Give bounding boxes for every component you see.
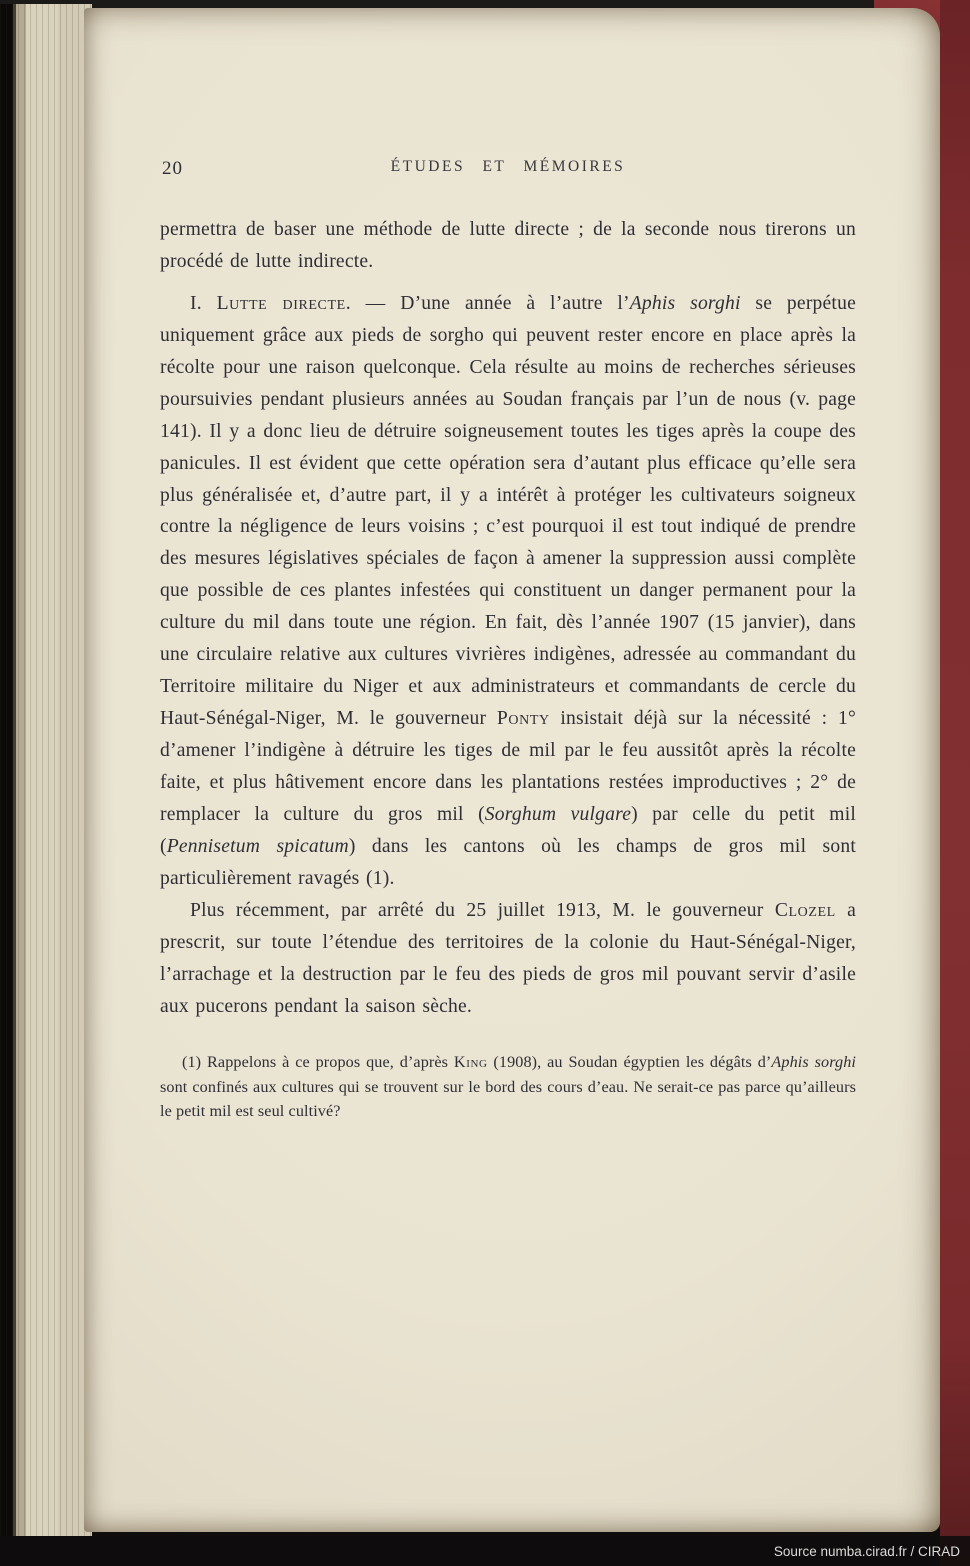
book-cover-edge	[940, 0, 970, 1566]
body-paragraph-lutte-directe: I. Lutte directe. — D’une année à l’autre l’Aphis sorghi se perpétue uniquement grâce aux pieds de sorgho qui peuvent rester encore en place après la récolte pour une raison quelconque. Cela résulte au moins de recherches sérieuses poursuivies pendant plusieurs années au Soudan français par l’un de nous (v. page 141). Il y a donc lieu de détruire soigneusement toutes les tiges après la coupe des panicules. Il est évident que cette opération sera d’autant plus efficace qu’elle sera plus généralisée et, d’autre part, il y a intérêt à protéger les cultivateurs soigneux contre la négligence de leurs voisins ; c’est pourquoi il est tout indiqué de prendre des mesures législatives spéciales de façon à amener la suppression aussi complète que possible de ces plantes infestées qui constituent un danger permanent pour la culture du mil dans toute une région. En fait, dès l’année 1907 (15 janvier), dans une circulaire relative aux cultures vivrières indigènes, adressée au commandant du Territoire militaire du Niger et aux administrateurs et commandants de cercle du Haut-Sénégal-Niger, M. le gouverneur Ponty insistait déjà sur la nécessité : 1° d’amener l’indigène à détruire les tiges de mil par le feu aussitôt après la récolte faite, et plus hâtivement encore dans les plantations restées improductives ; 2° de remplacer la culture du gros mil (Sorghum vulgare) par celle du petit mil (Pennisetum spicatum) dans les cantons où les champs de gros mil sont particulièrement ravagés (1).	[160, 292, 856, 889]
page-stack-edges	[0, 4, 92, 1536]
running-header: ÉTUDES ET MÉMOIRES	[390, 158, 626, 175]
source-text: Source numba.cirad.fr / CIRAD	[773, 1543, 960, 1559]
footnote: (1) Rappelons à ce propos que, d’après King (1908), au Soudan égyptien les dégâts d’Aphis sorghi sont confinés aux cultures qui se trouvent sur le bord des cours d’eau. Ne serait-ce pas parce qu’ailleurs le petit mil est seul cultivé?	[160, 1053, 857, 1121]
book-page	[84, 8, 940, 1532]
source-attribution-bar	[0, 1536, 970, 1566]
body-paragraph-continuation: permettra de baser une méthode de lutte directe ; de la seconde nous tirerons un procédé de lutte indirecte.	[160, 219, 856, 272]
page-header	[160, 158, 856, 184]
page-number: 20	[162, 158, 183, 179]
body-paragraph-clozel: Plus récemment, par arrêté du 25 juillet 1913, M. le gouverneur Clozel a prescrit, sur toute l’étendue des territoires de la colonie du Haut-Sénégal-Niger, l’arrachage et la destruction par le feu des pieds de gros mil pouvant servir d’asile aux pucerons pendant la saison sèche.	[160, 899, 857, 1017]
page-text-block	[160, 158, 856, 1532]
